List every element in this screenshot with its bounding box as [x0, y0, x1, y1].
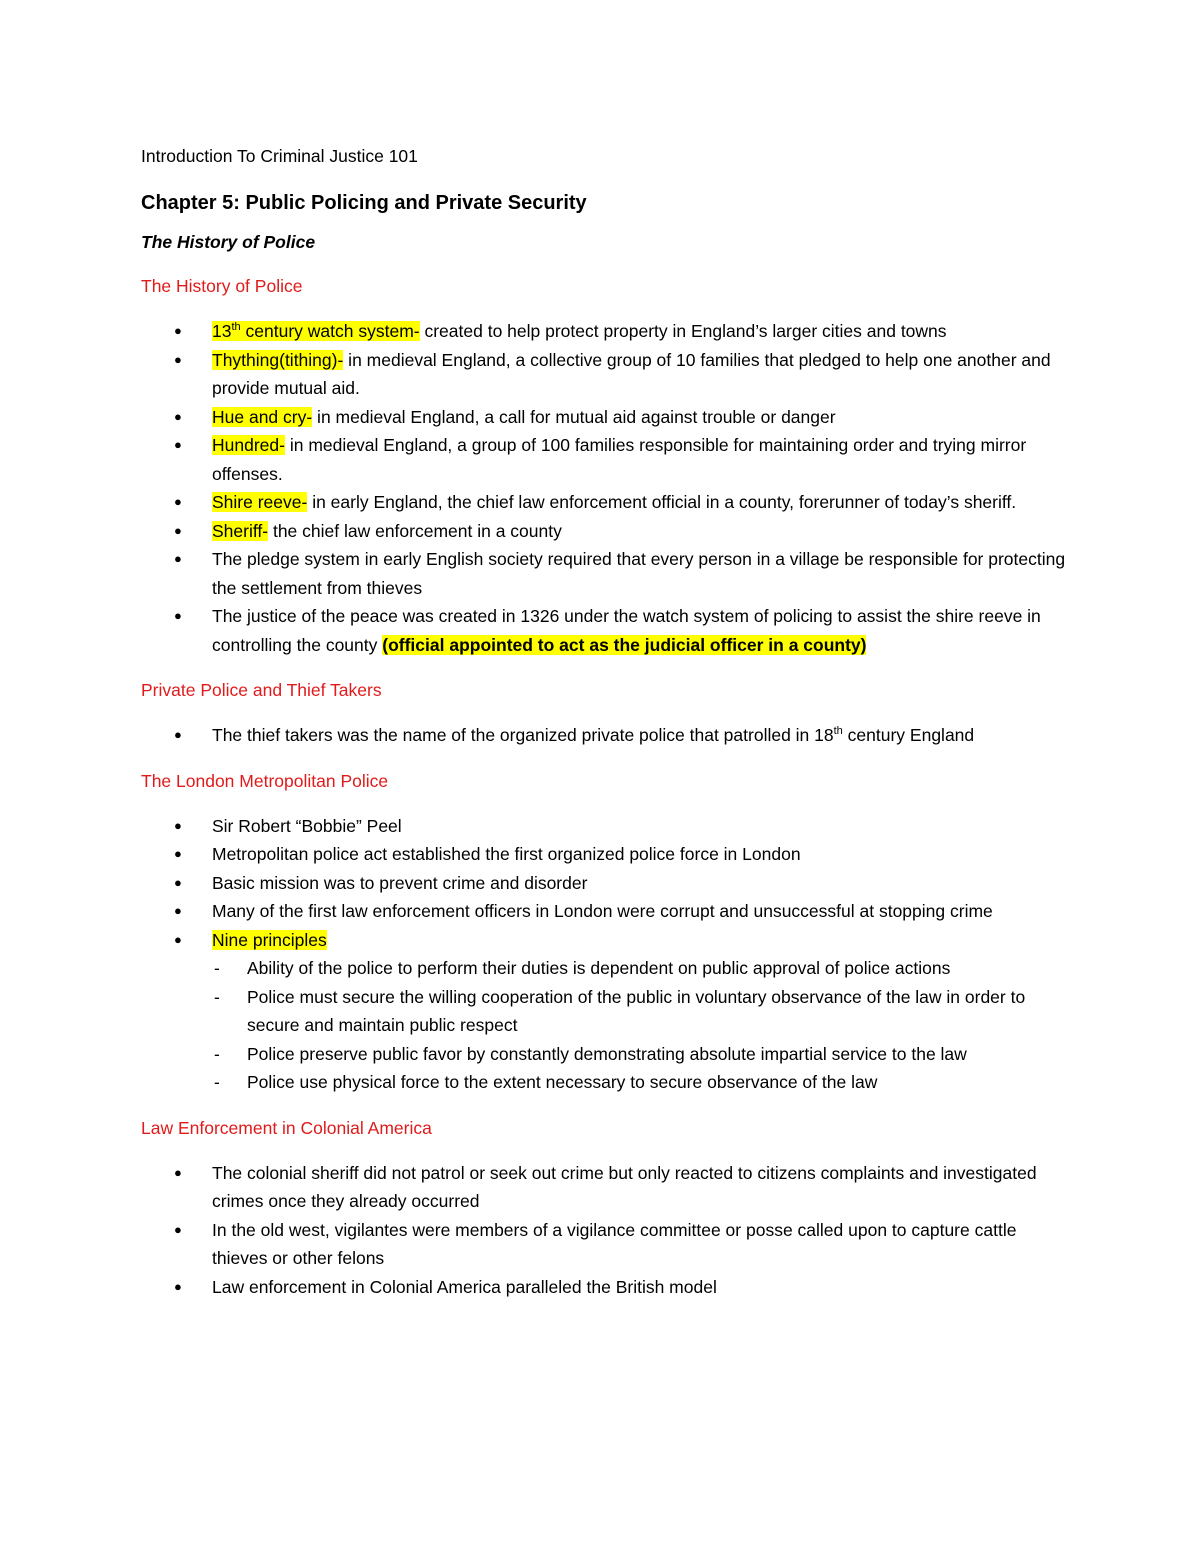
- item-text: Ability of the police to perform their duties is dependent on public approval of police actions: [247, 958, 951, 978]
- bullet-icon: ●: [174, 931, 182, 947]
- list-item: [141, 517, 1071, 546]
- list-item: [141, 1216, 1071, 1273]
- definition-text: created to help protect property in England’s larger cities and towns: [419, 321, 947, 341]
- list-item: [141, 431, 1071, 488]
- document-content: [141, 143, 1071, 1319]
- bullet-icon: ●: [174, 608, 182, 623]
- section-heading-history: The History of Police: [141, 276, 303, 296]
- bullet-icon: ●: [174, 551, 182, 566]
- item-text: The justice of the peace was created in 1326 under the watch system of policing to assist the shire reeve in controlling the county: [212, 606, 1041, 655]
- item-text: Police must secure the willing cooperation of the public in voluntary observance of the law in order to secure and maintain public respect: [247, 986, 1026, 1035]
- bullet-icon: ●: [174, 874, 182, 890]
- list-item: [141, 721, 1071, 750]
- bullet-icon: ●: [174, 1278, 182, 1294]
- list-item: [141, 403, 1071, 432]
- sublist-item: [212, 954, 1071, 983]
- dash-marker: -: [214, 1043, 220, 1064]
- item-text: Police use physical force to the extent necessary to secure observance of the law: [247, 1072, 878, 1092]
- list-item: [141, 897, 1071, 926]
- colonial-america-list: [141, 1159, 1071, 1302]
- term-highlight: Hundred-: [212, 435, 285, 455]
- term-highlight: Hue and cry-: [212, 406, 313, 427]
- highlighted-note: (official appointed to act as the judicial officer in a county): [382, 634, 867, 655]
- chapter-title: Chapter 5: Public Policing and Private Security: [141, 192, 587, 214]
- section-heading-colonial-america: Law Enforcement in Colonial America: [141, 1117, 432, 1138]
- definition-text: the chief law enforcement in a county: [268, 520, 562, 541]
- bullet-icon: ●: [174, 323, 182, 338]
- bullet-icon: ●: [174, 351, 182, 367]
- list-item: [141, 840, 1071, 869]
- dash-marker: -: [214, 1072, 220, 1092]
- bullet-icon: ●: [174, 817, 182, 833]
- bullet-icon: ●: [174, 903, 182, 918]
- list-item: [141, 812, 1071, 841]
- bullet-icon: ●: [174, 408, 182, 424]
- item-text: Metropolitan police act established the first organized police force in London: [212, 844, 801, 864]
- list-item: [141, 602, 1071, 659]
- dash-marker: -: [214, 986, 220, 1007]
- sublist-item: [212, 983, 1071, 1040]
- item-text: Law enforcement in Colonial America paralleled the British model: [212, 1276, 717, 1297]
- term-highlight: Nine principles: [212, 929, 327, 950]
- section-heading-london-police: The London Metropolitan Police: [141, 770, 389, 791]
- term-highlight: Shire reeve-: [212, 492, 308, 512]
- bullet-icon: ●: [174, 846, 182, 861]
- list-item: [141, 488, 1071, 517]
- london-police-list: [141, 812, 1071, 1097]
- bullet-icon: ●: [174, 727, 182, 742]
- bullet-icon: ●: [174, 1221, 182, 1237]
- principles-sublist: [212, 954, 1071, 1097]
- section-heading-private-police: Private Police and Thief Takers: [141, 680, 382, 700]
- definition-text: in early England, the chief law enforcement official in a county, forerunner of today’s sheriff.: [307, 492, 1017, 512]
- item-text: Police preserve public favor by constantly demonstrating absolute impartial service to the law: [247, 1043, 967, 1064]
- definition-text: in medieval England, a call for mutual aid against trouble or danger: [312, 406, 836, 427]
- private-police-list: [141, 721, 1071, 750]
- definition-text: in medieval England, a collective group of 10 families that pledged to help one another and provide mutual aid.: [212, 349, 1051, 398]
- dash-marker: -: [214, 958, 220, 978]
- sublist-item: [212, 1068, 1071, 1097]
- list-item: [141, 545, 1071, 602]
- history-list: [141, 317, 1071, 659]
- item-text: The thief takers was the name of the organized private police that patrolled in 18: [212, 725, 834, 745]
- list-item: [141, 346, 1071, 403]
- sublist-item: [212, 1040, 1071, 1069]
- term-text: 13: [212, 321, 232, 341]
- item-text: In the old west, vigilantes were members of a vigilance committee or posse called upon to capture cattle thieves or other felons: [212, 1219, 1017, 1268]
- list-item-nine-principles: [141, 926, 1071, 1097]
- term-highlight: Sheriff-: [212, 520, 269, 541]
- list-item: [141, 1159, 1071, 1216]
- document-subtitle: The History of Police: [141, 232, 316, 252]
- bullet-icon: ●: [174, 522, 182, 538]
- term-highlight: [212, 321, 420, 341]
- item-text: Many of the first law enforcement officers in London were corrupt and unsuccessful at stopping crime: [212, 901, 993, 921]
- superscript: th: [231, 321, 241, 334]
- list-item: [141, 869, 1071, 898]
- item-text: Sir Robert “Bobbie” Peel: [212, 815, 402, 836]
- bullet-icon: ●: [174, 437, 182, 452]
- term-text: century watch system-: [240, 321, 420, 341]
- list-item: [141, 1273, 1071, 1302]
- item-text: The pledge system in early English society required that every person in a village be responsible for protecting the settlement from thieves: [212, 549, 1066, 598]
- superscript: th: [833, 725, 843, 738]
- list-item: [141, 317, 1071, 346]
- term-highlight: Thything(tithing)-: [212, 349, 344, 370]
- item-text: Basic mission was to prevent crime and disorder: [212, 872, 588, 893]
- definition-text: in medieval England, a group of 100 families responsible for maintaining order and trying mirror offenses.: [212, 435, 1027, 484]
- course-title: Introduction To Criminal Justice 101: [141, 146, 418, 166]
- bullet-icon: ●: [174, 494, 182, 509]
- bullet-icon: ●: [174, 1164, 182, 1180]
- item-text: century England: [842, 725, 975, 745]
- item-text: The colonial sheriff did not patrol or seek out crime but only reacted to citizens complaints and investigated crimes once they already occurred: [212, 1162, 1037, 1211]
